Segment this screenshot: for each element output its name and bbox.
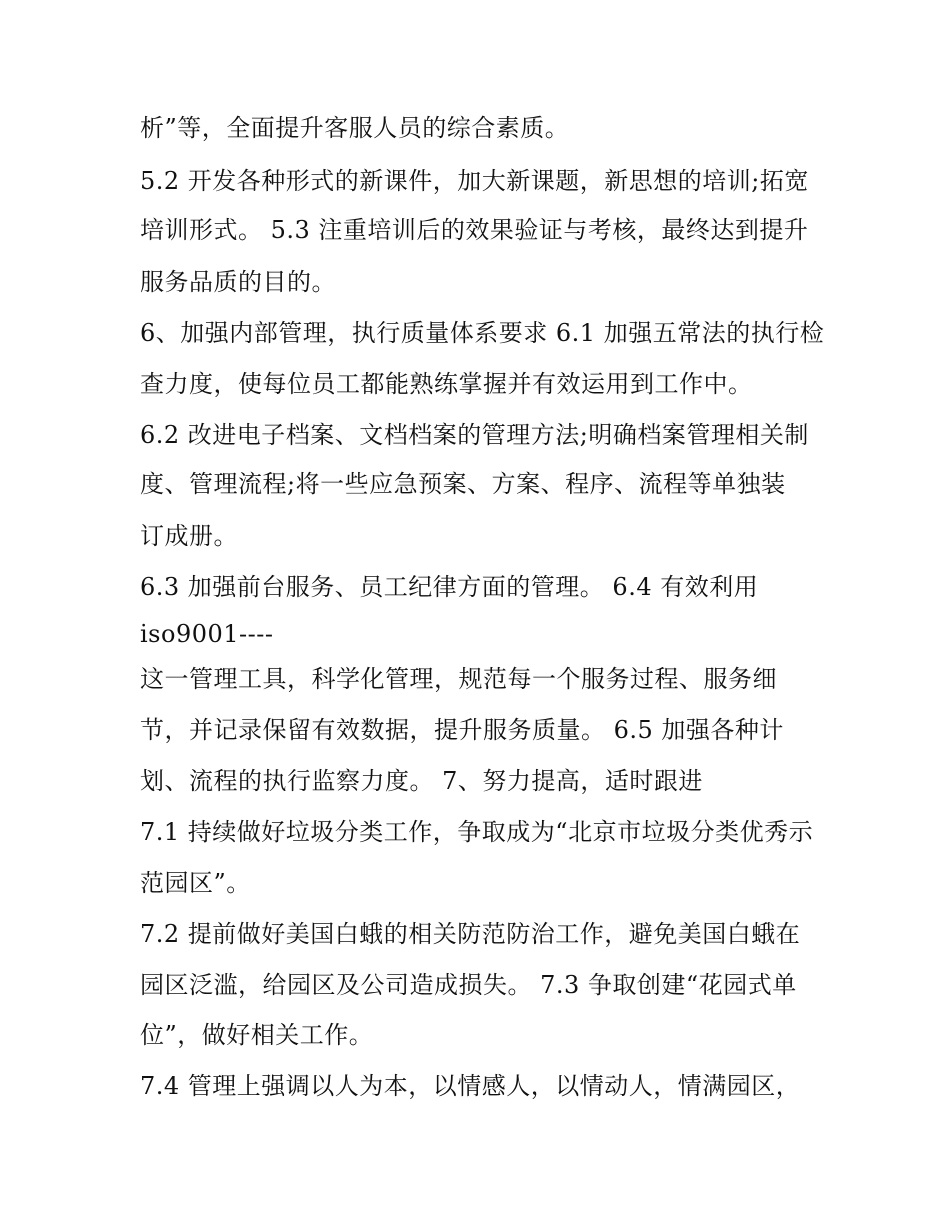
text-line: 划、流程的执行监察力度。 7、努力提高，适时跟进 [140,767,703,795]
text-line: iso9001---- [140,620,274,648]
text-line: 7.4 管理上强调以人为本，以情感人，以情动人，情满园区， [140,1072,801,1100]
text-line: 这一管理工具，科学化管理，规范每一个服务过程、服务细 [140,665,777,693]
text-line: 度、管理流程;将一些应急预案、方案、程序、流程等单独装 [140,470,786,498]
text-line: 析”等，全面提升客服人员的综合素质。 [140,114,570,142]
text-line: 6、加强内部管理，执行质量体系要求 6.1 加强五常法的执行检 [140,319,825,347]
text-line: 7.1 持续做好垃圾分类工作，争取成为“北京市垃圾分类优秀示 [140,818,814,846]
text-line: 范园区”。 [140,869,251,897]
text-line: 节，并记录保留有效数据，提升服务质量。 6.5 加强各种计 [140,716,784,744]
text-line: 服务品质的目的。 [140,268,336,296]
text-line: 位”，做好相关工作。 [140,1021,374,1049]
text-line: 培训形式。 5.3 注重培训后的效果验证与考核，最终达到提升 [140,216,809,244]
text-line: 园区泛滥，给园区及公司造成损失。 7.3 争取创建“花园式单 [140,971,797,999]
text-line: 6.3 加强前台服务、员工纪律方面的管理。 6.4 有效利用 [140,573,759,601]
text-line: 订成册。 [140,522,238,550]
text-line: 7.2 提前做好美国白蛾的相关防范防治工作，避免美国白蛾在 [140,920,801,948]
text-line: 6.2 改进电子档案、文档档案的管理方法;明确档案管理相关制 [140,421,809,449]
text-line: 5.2 开发各种形式的新课件，加大新课题，新思想的培训;拓宽 [140,167,809,195]
text-line: 查力度，使每位员工都能熟练掌握并有效运用到工作中。 [140,370,753,398]
